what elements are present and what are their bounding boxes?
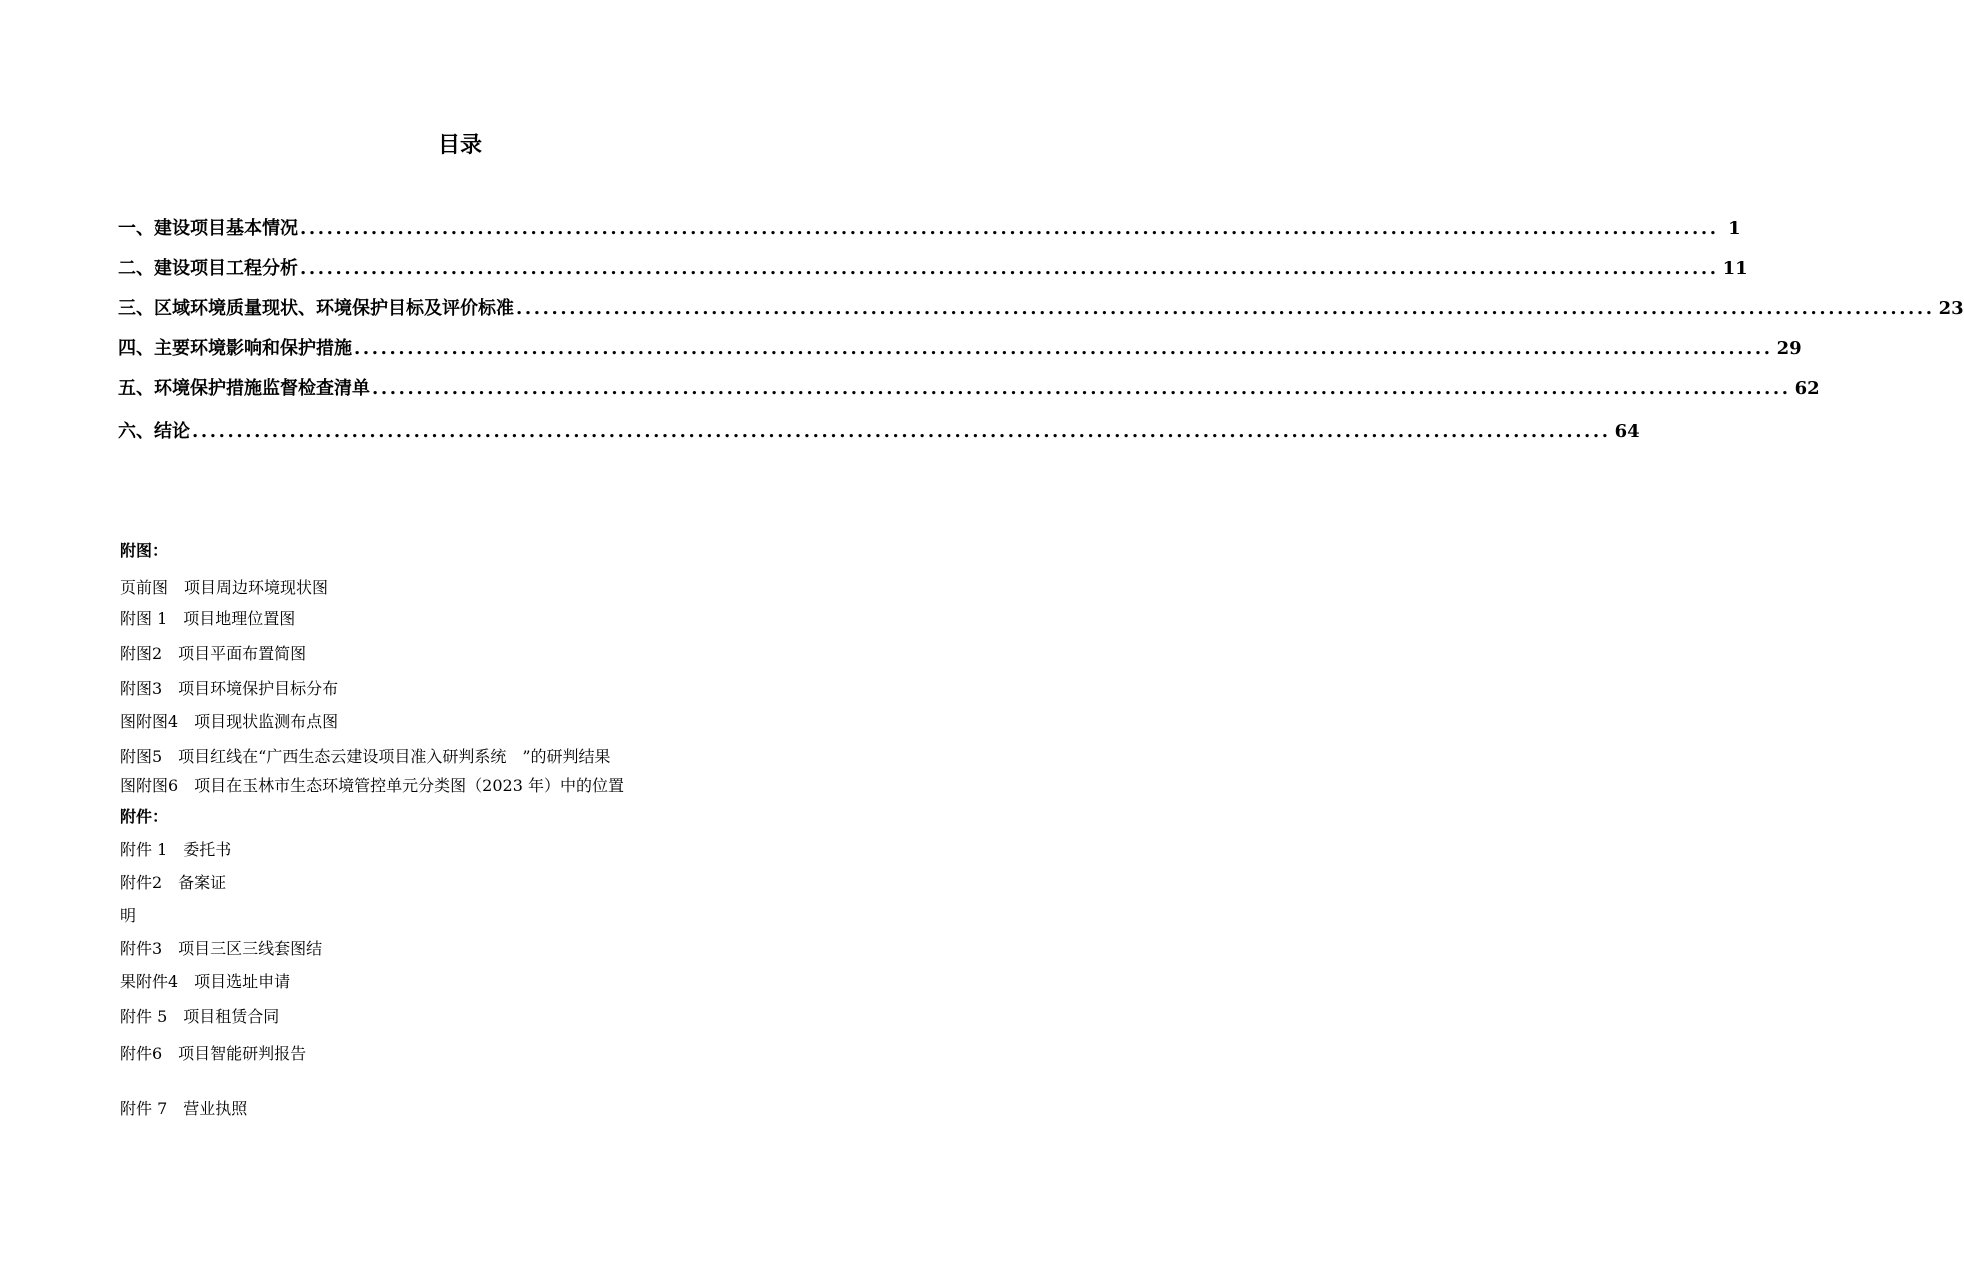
attachment-item: 附件6 项目智能研判报告 xyxy=(120,1044,307,1063)
toc-entry-page: 64 xyxy=(1614,421,1640,442)
toc-dot-leader: ................................................................................................................................................................ xyxy=(354,338,1773,359)
attachment-item: 附件2 备案证 xyxy=(120,873,227,892)
attachment-item: 明 xyxy=(120,906,137,925)
figure-item: 图附图4 项目现状监测布点图 xyxy=(120,712,339,731)
figure-item: 附图3 项目环境保护目标分布 xyxy=(120,679,339,698)
toc-dot-leader: ................................................................................................................................................................ xyxy=(300,218,1719,239)
attachments-heading: 附件： xyxy=(120,807,169,826)
figure-item: 图附图6 项目在玉林市生态环境管控单元分类图（2023 年）中的位置 xyxy=(120,776,624,795)
toc-entry[interactable] xyxy=(118,212,1741,252)
toc-dot-leader: ................................................................................................................................................................ xyxy=(192,421,1611,442)
attachment-item: 附件 5 项目租赁合同 xyxy=(120,1007,280,1026)
toc-entry-label: 五、环境保护措施监督检查清单 xyxy=(118,378,370,399)
toc-entry-page: 11 xyxy=(1722,258,1748,279)
toc-entry-label: 一、建设项目基本情况 xyxy=(118,218,298,239)
toc-dot-leader: ................................................................................................................................................................ xyxy=(516,298,1935,319)
toc-entry-page: 1 xyxy=(1728,218,1741,239)
toc-entry-label: 二、建设项目工程分析 xyxy=(118,258,298,279)
toc-dot-leader: ................................................................................................................................................................ xyxy=(372,378,1791,399)
toc-entry[interactable] xyxy=(118,415,1640,455)
figure-item: 附图 1 项目地理位置图 xyxy=(120,609,296,628)
toc-entry-page: 29 xyxy=(1776,338,1802,359)
toc-entry-page: 23 xyxy=(1938,298,1964,319)
attachment-item: 果附件4 项目选址申请 xyxy=(120,972,291,991)
toc-entry-label: 三、区域环境质量现状、环境保护目标及评价标准 xyxy=(118,298,514,319)
toc-entry[interactable] xyxy=(118,372,1820,412)
attachment-item: 附件 7 营业执照 xyxy=(120,1099,248,1118)
figure-item: 附图5 项目红线在“广西生态云建设项目准入研判系统 ”的研判结果 xyxy=(120,747,611,766)
toc-dot-leader: ................................................................................................................................................................ xyxy=(300,258,1719,279)
toc-entry-label: 六、结论 xyxy=(118,421,190,442)
toc-entry-page: 62 xyxy=(1794,378,1820,399)
attachment-item: 附件3 项目三区三线套图结 xyxy=(120,939,323,958)
figures-heading: 附图： xyxy=(120,541,169,560)
toc-entry[interactable] xyxy=(118,292,1964,332)
figure-item: 页前图 项目周边环境现状图 xyxy=(120,578,329,597)
toc-entry-label: 四、主要环境影响和保护措施 xyxy=(118,338,352,359)
attachment-item: 附件 1 委托书 xyxy=(120,840,232,859)
toc-entry[interactable] xyxy=(118,252,1748,292)
toc-entry[interactable] xyxy=(118,332,1802,372)
page-title: 目录 xyxy=(437,132,482,158)
toc-list xyxy=(118,212,1964,455)
figure-item: 附图2 项目平面布置简图 xyxy=(120,644,307,663)
